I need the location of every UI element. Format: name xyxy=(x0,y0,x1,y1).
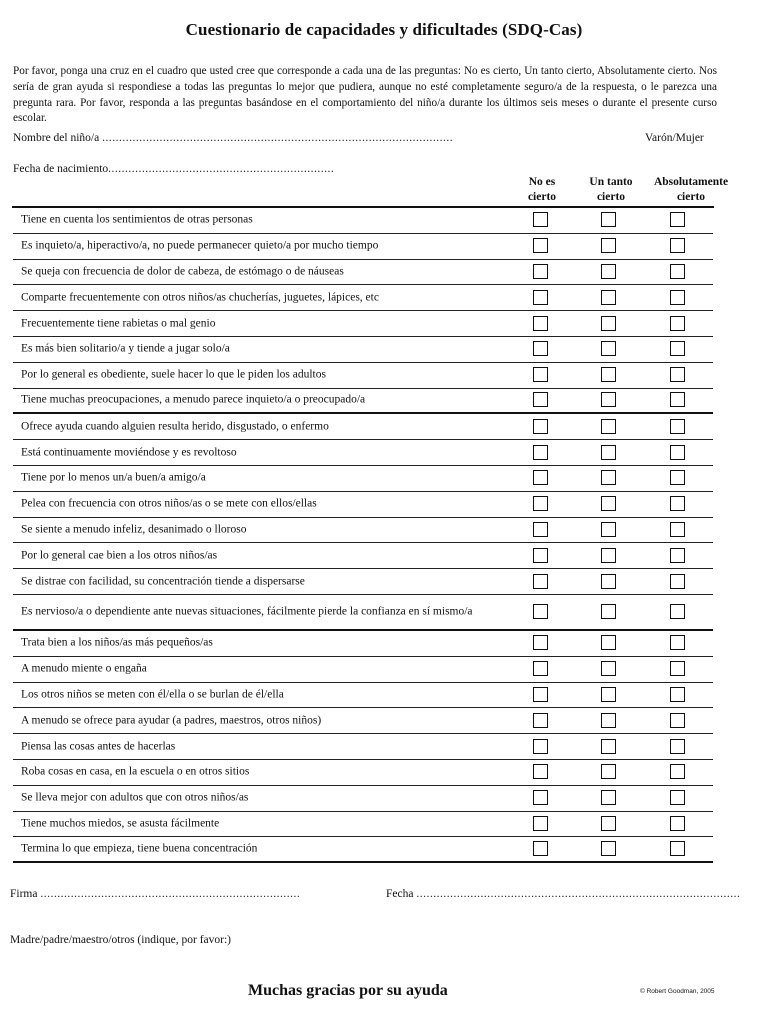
tanto-cierto-checkbox[interactable] xyxy=(601,713,616,728)
absolutamente-cierto-checkbox[interactable] xyxy=(670,264,685,279)
no-cierto-checkbox[interactable] xyxy=(533,841,548,856)
no-cierto-checkbox[interactable] xyxy=(533,604,548,619)
instructions-text: Por favor, ponga una cruz en el cuadro que usted cree que corresponde a cada una de las preguntas: No es cierto, Un tanto cierto, Absolutamente cierto. Nos sería de gran ayuda si respondiese a todas las preguntas lo mejor que pudiera, aunque no esté completamente seguro/a de la respuesta, o le parezca una pregunta rara. Por favor, responda a las preguntas basándose en el comportamiento del niño/a durante los últimos seis meses o durante el presente curso escolar. xyxy=(13,65,717,125)
question-row xyxy=(13,414,713,440)
birth-date-dots: ................................................................... xyxy=(108,163,335,175)
question-text: Se lleva mejor con adultos que con otros niños/as xyxy=(21,791,249,804)
absolutamente-cierto-checkbox[interactable] xyxy=(670,635,685,650)
question-row xyxy=(13,543,713,569)
no-cierto-checkbox[interactable] xyxy=(533,212,548,227)
birth-date-field[interactable] xyxy=(13,163,334,175)
question-text: Por lo general cae bien a los otros niños/as xyxy=(21,549,218,562)
absolutamente-cierto-checkbox[interactable] xyxy=(670,841,685,856)
question-text: Tiene en cuenta los sentimientos de otras personas xyxy=(21,213,253,226)
tanto-cierto-checkbox[interactable] xyxy=(601,367,616,382)
absolutamente-cierto-checkbox[interactable] xyxy=(670,764,685,779)
absolutamente-cierto-checkbox[interactable] xyxy=(670,496,685,511)
absolutamente-cierto-checkbox[interactable] xyxy=(670,604,685,619)
question-text: Pelea con frecuencia con otros niños/as o se mete con ellos/ellas xyxy=(21,497,317,510)
question-text: Por lo general es obediente, suele hacer lo que le piden los adultos xyxy=(21,368,326,381)
question-row xyxy=(13,595,713,631)
no-cierto-checkbox[interactable] xyxy=(533,419,548,434)
question-text: Está continuamente moviéndose y es revoltoso xyxy=(21,446,237,459)
date-field[interactable] xyxy=(386,888,740,900)
question-text: A menudo se ofrece para ayudar (a padres, maestros, otros niños) xyxy=(21,714,322,727)
question-row xyxy=(13,569,713,595)
question-text: Tiene muchos miedos, se asusta fácilmente xyxy=(21,817,220,830)
signature-label: Firma xyxy=(10,888,38,900)
question-text: Roba cosas en casa, en la escuela o en otros sitios xyxy=(21,765,250,778)
question-row xyxy=(13,466,713,492)
question-text: Tiene muchas preocupaciones, a menudo parece inquieto/a o preocupado/a xyxy=(21,393,366,406)
absolutamente-cierto-checkbox[interactable] xyxy=(670,212,685,227)
absolutamente-cierto-checkbox[interactable] xyxy=(670,522,685,537)
tanto-cierto-checkbox[interactable] xyxy=(601,212,616,227)
absolutamente-cierto-checkbox[interactable] xyxy=(670,419,685,434)
question-row xyxy=(13,337,713,363)
tanto-cierto-checkbox[interactable] xyxy=(601,764,616,779)
absolutamente-cierto-checkbox[interactable] xyxy=(670,687,685,702)
question-row xyxy=(13,208,713,234)
no-cierto-checkbox[interactable] xyxy=(533,739,548,754)
respondent-field[interactable]: Madre/padre/maestro/otros (indique, por favor:) xyxy=(10,934,231,946)
absolutamente-cierto-checkbox[interactable] xyxy=(670,367,685,382)
question-row xyxy=(13,631,713,657)
no-cierto-checkbox[interactable] xyxy=(533,548,548,563)
tanto-cierto-checkbox[interactable] xyxy=(601,739,616,754)
column-header-line: cierto xyxy=(527,191,557,203)
absolutamente-cierto-checkbox[interactable] xyxy=(670,713,685,728)
no-cierto-checkbox[interactable] xyxy=(533,238,548,253)
question-text: Frecuentemente tiene rabietas o mal genio xyxy=(21,317,216,330)
copyright-text: © Robert Goodman, 2005 xyxy=(640,988,715,995)
question-row xyxy=(13,363,713,389)
absolutamente-cierto-checkbox[interactable] xyxy=(670,341,685,356)
tanto-cierto-checkbox[interactable] xyxy=(601,445,616,460)
page-title: Cuestionario de capacidades y dificultades (SDQ-Cas) xyxy=(185,20,583,39)
question-row xyxy=(13,234,713,260)
tanto-cierto-checkbox[interactable] xyxy=(601,392,616,407)
tanto-cierto-checkbox[interactable] xyxy=(601,548,616,563)
no-cierto-checkbox[interactable] xyxy=(533,496,548,511)
tanto-cierto-checkbox[interactable] xyxy=(601,841,616,856)
no-cierto-checkbox[interactable] xyxy=(533,687,548,702)
question-row xyxy=(13,657,713,683)
child-name-label: Nombre del niño/a xyxy=(13,132,100,144)
question-text: Es más bien solitario/a y tiende a jugar solo/a xyxy=(21,342,230,355)
no-cierto-checkbox[interactable] xyxy=(533,341,548,356)
question-row xyxy=(13,492,713,518)
tanto-cierto-checkbox[interactable] xyxy=(601,604,616,619)
tanto-cierto-checkbox[interactable] xyxy=(601,470,616,485)
question-row xyxy=(13,260,713,286)
tanto-cierto-checkbox[interactable] xyxy=(601,316,616,331)
question-text: Se queja con frecuencia de dolor de cabeza, de estómago o de náuseas xyxy=(21,265,344,278)
no-cierto-checkbox[interactable] xyxy=(533,816,548,831)
tanto-cierto-checkbox[interactable] xyxy=(601,816,616,831)
column-header-line: Un tanto xyxy=(589,176,633,188)
question-text: Termina lo que empieza, tiene buena concentración xyxy=(21,842,258,855)
tanto-cierto-checkbox[interactable] xyxy=(601,290,616,305)
question-row xyxy=(13,285,713,311)
child-name-dots: ........................................................................................................ xyxy=(102,132,454,144)
question-row xyxy=(13,760,713,786)
absolutamente-cierto-checkbox[interactable] xyxy=(670,548,685,563)
signature-dots: ............................................................................. xyxy=(40,888,301,900)
question-text: Comparte frecuentemente con otros niños/as chucherías, juguetes, lápices, etc xyxy=(21,291,379,304)
question-row xyxy=(13,708,713,734)
column-header-tanto-cierto xyxy=(578,175,644,205)
no-cierto-checkbox[interactable] xyxy=(533,661,548,676)
tanto-cierto-checkbox[interactable] xyxy=(601,419,616,434)
tanto-cierto-checkbox[interactable] xyxy=(601,496,616,511)
tanto-cierto-checkbox[interactable] xyxy=(601,790,616,805)
signature-field[interactable] xyxy=(10,888,300,900)
question-text: Se distrae con facilidad, su concentración tiende a dispersarse xyxy=(21,575,305,588)
date-label: Fecha xyxy=(386,888,414,900)
absolutamente-cierto-checkbox[interactable] xyxy=(670,316,685,331)
column-header-no-cierto xyxy=(515,175,569,205)
column-header-line: cierto xyxy=(596,191,626,203)
question-row xyxy=(13,812,713,838)
no-cierto-checkbox[interactable] xyxy=(533,445,548,460)
question-text: Ofrece ayuda cuando alguien resulta herido, disgustado, o enfermo xyxy=(21,420,329,433)
tanto-cierto-checkbox[interactable] xyxy=(601,264,616,279)
question-text: A menudo miente o engaña xyxy=(21,662,147,675)
date-dots: ................................................................................................ xyxy=(416,888,741,900)
absolutamente-cierto-checkbox[interactable] xyxy=(670,445,685,460)
sex-label[interactable]: Varón/Mujer xyxy=(645,132,704,144)
column-header-line: Absolutamente xyxy=(653,176,729,188)
question-row xyxy=(13,837,713,863)
question-row xyxy=(13,311,713,337)
birth-date-label: Fecha de nacimiento xyxy=(13,163,109,175)
no-cierto-checkbox[interactable] xyxy=(533,367,548,382)
no-cierto-checkbox[interactable] xyxy=(533,635,548,650)
question-row xyxy=(13,786,713,812)
column-header-absolutamente-cierto xyxy=(644,175,738,205)
question-text: Se siente a menudo infeliz, desanimado o lloroso xyxy=(21,523,247,536)
question-text: Trata bien a los niños/as más pequeños/as xyxy=(21,636,213,649)
question-text: Piensa las cosas antes de hacerlas xyxy=(21,740,176,753)
question-row xyxy=(13,734,713,760)
question-text: Tiene por lo menos un/a buen/a amigo/a xyxy=(21,471,206,484)
child-name-field[interactable] xyxy=(13,132,453,144)
tanto-cierto-checkbox[interactable] xyxy=(601,661,616,676)
tanto-cierto-checkbox[interactable] xyxy=(601,341,616,356)
absolutamente-cierto-checkbox[interactable] xyxy=(670,392,685,407)
question-text: Es nervioso/a o dependiente ante nuevas situaciones, fácilmente pierde la confianza en sí mismo/a xyxy=(21,605,473,618)
column-header-line: cierto xyxy=(676,191,706,203)
no-cierto-checkbox[interactable] xyxy=(533,713,548,728)
question-row xyxy=(13,683,713,709)
question-text: Los otros niños se meten con él/ella o se burlan de él/ella xyxy=(21,688,284,701)
no-cierto-checkbox[interactable] xyxy=(533,574,548,589)
no-cierto-checkbox[interactable] xyxy=(533,316,548,331)
question-text: Es inquieto/a, hiperactivo/a, no puede permanecer quieto/a por mucho tiempo xyxy=(21,239,379,252)
question-row xyxy=(13,518,713,544)
absolutamente-cierto-checkbox[interactable] xyxy=(670,290,685,305)
question-row xyxy=(13,440,713,466)
absolutamente-cierto-checkbox[interactable] xyxy=(670,816,685,831)
no-cierto-checkbox[interactable] xyxy=(533,392,548,407)
absolutamente-cierto-checkbox[interactable] xyxy=(670,470,685,485)
no-cierto-checkbox[interactable] xyxy=(533,290,548,305)
no-cierto-checkbox[interactable] xyxy=(533,790,548,805)
absolutamente-cierto-checkbox[interactable] xyxy=(670,238,685,253)
question-row xyxy=(13,389,713,415)
tanto-cierto-checkbox[interactable] xyxy=(601,522,616,537)
absolutamente-cierto-checkbox[interactable] xyxy=(670,574,685,589)
absolutamente-cierto-checkbox[interactable] xyxy=(670,739,685,754)
no-cierto-checkbox[interactable] xyxy=(533,764,548,779)
thanks-text: Muchas gracias por su ayuda xyxy=(248,982,448,999)
column-header-line: No es xyxy=(528,176,556,188)
tanto-cierto-checkbox[interactable] xyxy=(601,635,616,650)
absolutamente-cierto-checkbox[interactable] xyxy=(670,790,685,805)
tanto-cierto-checkbox[interactable] xyxy=(601,238,616,253)
tanto-cierto-checkbox[interactable] xyxy=(601,574,616,589)
no-cierto-checkbox[interactable] xyxy=(533,264,548,279)
no-cierto-checkbox[interactable] xyxy=(533,522,548,537)
absolutamente-cierto-checkbox[interactable] xyxy=(670,661,685,676)
tanto-cierto-checkbox[interactable] xyxy=(601,687,616,702)
no-cierto-checkbox[interactable] xyxy=(533,470,548,485)
